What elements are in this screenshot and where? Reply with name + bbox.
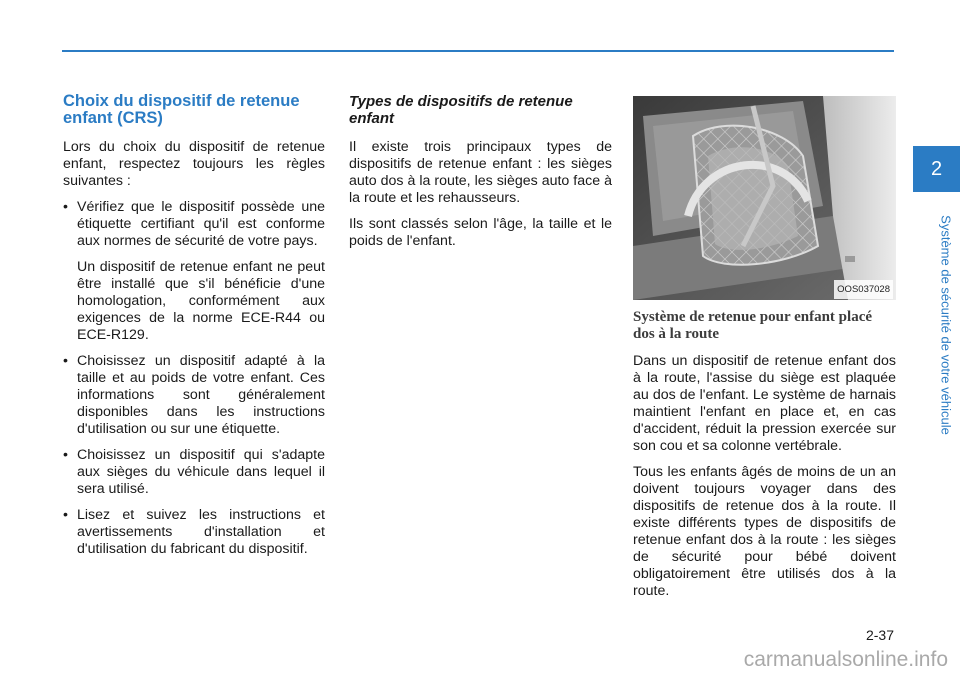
rear-facing-seat-illustration [633, 96, 896, 300]
list-item-text: • Choisissez un dispositif adapté à la taille et au poids de votre enfant. Ces informations sont généralement disponibles dans les instructions d'utilisation ou sur une étiquette. [77, 353, 325, 437]
list-item-note: Un dispositif de retenue enfant ne peut être installé que s'il bénéficie d'une homologation, conformément aux exigences de la norme ECE-R44 ou ECE-R129. [77, 259, 325, 343]
chapter-tab [913, 146, 960, 192]
car-seat-drawing [633, 96, 896, 300]
classification-paragraph: Ils sont classés selon l'âge, la taille et le poids de l'enfant. [349, 216, 612, 249]
list-item [63, 353, 325, 438]
list-item [63, 447, 325, 498]
watermark: carmanualsonline.info [743, 648, 948, 671]
right-column [633, 96, 896, 609]
list-item [63, 199, 325, 344]
list-item-text: • Choisissez un dispositif qui s'adapte aux sièges du véhicule dans lequel il sera utilisé. [77, 447, 325, 497]
intro-paragraph: Lors du choix du dispositif de retenue enfant, respectez toujours les règles suivantes : [63, 139, 325, 189]
subsection-heading-types: Types de dispositifs de retenue enfant [349, 93, 573, 127]
list-item-text: • Vérifiez que le dispositif possède une étiquette certifiant qu'il est conforme aux normes de sécurité de votre pays. [77, 199, 325, 249]
rear-facing-paragraph-1: Dans un dispositif de retenue enfant dos à la route, l'assise du siège est plaquée au dos de l'enfant. Le système de harnais maintient l'enfant en place et, en cas d'accident, réduit la pression exercée sur son cou et sa colonne vertébrale. [633, 353, 896, 454]
chapter-title-vertical [936, 200, 956, 450]
list-item-text: • Lisez et suivez les instructions et avertissements d'installation et d'utilisation du fabricant du dispositif. [77, 507, 325, 557]
section-heading-choice: Choix du dispositif de retenue enfant (CRS) [63, 92, 300, 127]
list-item [63, 507, 325, 558]
left-column [63, 93, 325, 567]
page-number: 2-37 [865, 627, 894, 643]
chapter-title: Système de sécurité de votre véhicule [938, 215, 954, 435]
subsection-heading-rear-facing: Système de retenue pour enfant placé dos à la route [633, 309, 873, 342]
rules-list [63, 199, 325, 558]
rear-facing-paragraph-2: Tous les enfants âgés de moins de un an doivent toujours voyager dans des dispositifs de retenue dos à la route. Il existe différents types de dispositifs de retenue enfant dos à la route : les sièges de sécurité pour bébé doivent obligatoirement être utilisés dos à la route. [633, 464, 896, 599]
chapter-number: 2 [930, 157, 943, 180]
header-rule [62, 50, 894, 52]
middle-column [349, 93, 612, 259]
figure-code: OOS037028 [834, 280, 893, 299]
types-paragraph: Il existe trois principaux types de dispositifs de retenue enfant : les sièges auto dos à la route, les sièges auto face à la route et les rehausseurs. [349, 139, 612, 206]
